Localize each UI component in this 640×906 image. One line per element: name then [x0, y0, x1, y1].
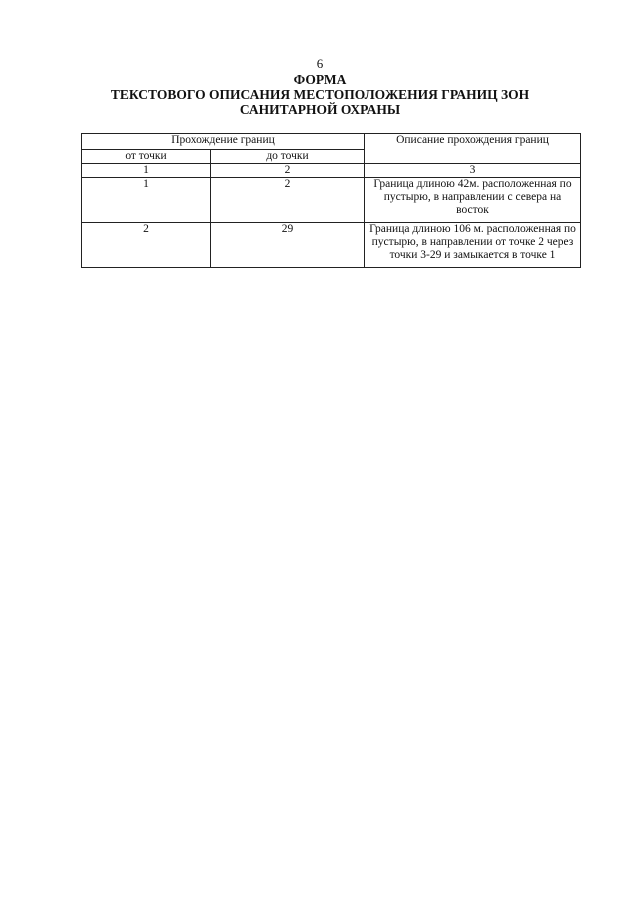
page-number: 6	[316, 56, 324, 71]
table-row	[82, 178, 581, 223]
column-number-1: 1	[82, 164, 211, 178]
header-to-point: до точки	[211, 150, 365, 164]
table-header-row	[82, 134, 581, 150]
heading-line-2: ТЕКСТОВОГО ОПИСАНИЯ МЕСТОПОЛОЖЕНИЯ ГРАНИЦ ЗОН	[110, 87, 530, 102]
column-number-3: 3	[365, 164, 581, 178]
row-description: Граница длиною 42м. расположенная по пустырю, в направлении с севера на восток	[365, 178, 581, 223]
row-from-point: 1	[82, 178, 211, 223]
boundary-description-table	[81, 133, 581, 268]
header-from-point: от точки	[82, 150, 211, 164]
heading-form-title: ФОРМА	[293, 72, 347, 87]
header-boundary-description: Описание прохождения границ	[365, 134, 581, 164]
heading-line-3: САНИТАРНОЙ ОХРАНЫ	[239, 102, 401, 117]
row-from-point: 2	[82, 223, 211, 268]
row-description: Граница длиною 106 м. расположенная по пустырю, в направлении от точке 2 через точки 3-29 и замыкается в точке 1	[365, 223, 581, 268]
header-boundary-passage: Прохождение границ	[82, 134, 365, 150]
document-heading	[0, 72, 640, 117]
row-to-point: 29	[211, 223, 365, 268]
column-number-row	[82, 164, 581, 178]
table-row	[82, 223, 581, 268]
row-to-point: 2	[211, 178, 365, 223]
column-number-2: 2	[211, 164, 365, 178]
